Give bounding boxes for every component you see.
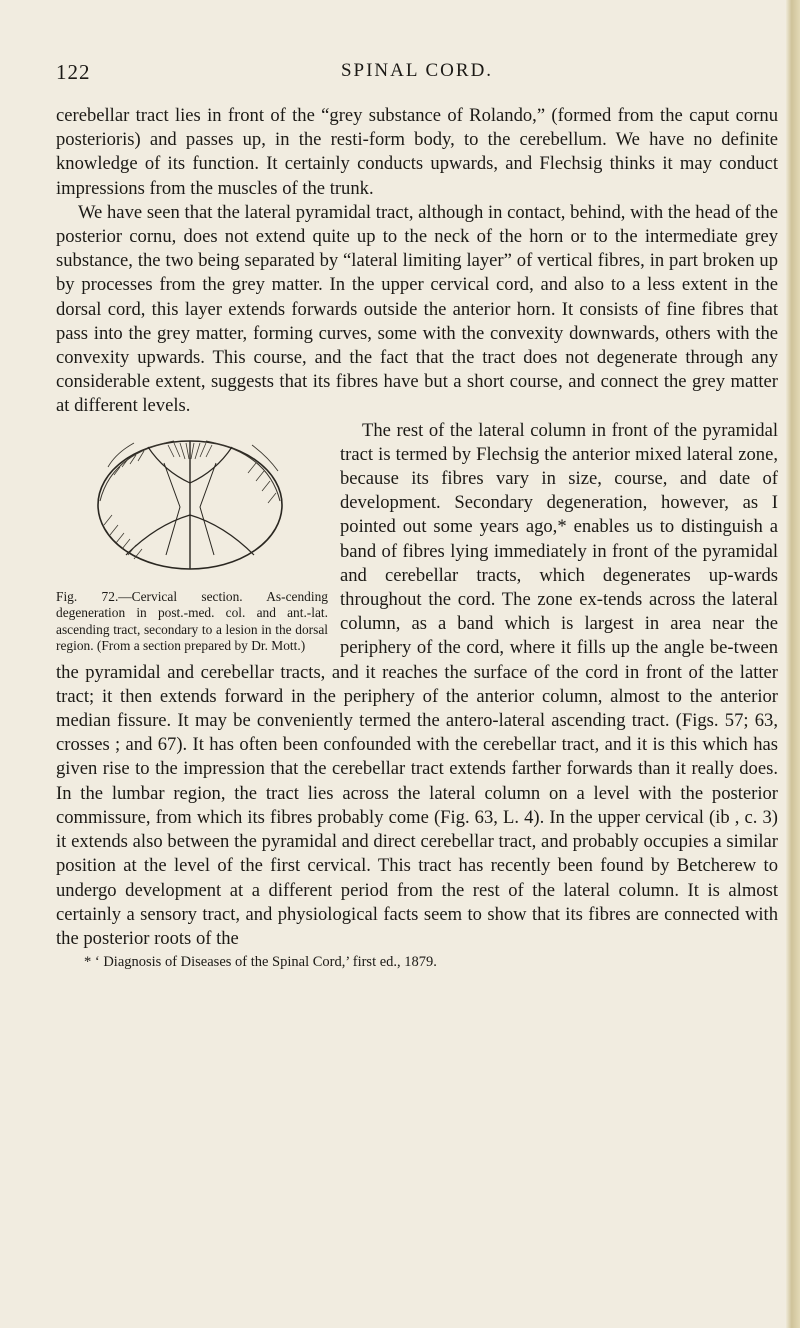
figure-caption: Fig. 72.—Cervical section. As-cending degeneration in post.-med. col. and ant.-lat. ascending tract, secondary to a lesion in the dorsal region. (From a section prepared by Dr. Mott.)	[56, 588, 328, 654]
paragraph-2: We have seen that the lateral pyramidal tract, although in contact, behind, with the head of the posterior cornu, does not extend quite up to the neck of the horn or to the intermediate grey substance, the two being separated by “lateral limiting layer” of vertical fibres, in part broken up by processes from the grey matter. In the upper cervical cord, and also to a less extent in the dorsal cord, this layer extends forwards outside the anterior horn. It consists of fine fibres that pass into the grey matter, forming curves, some with the convexity downwards, others with the convexity upwards. This course, and the fact that the tract does not degenerate through any considerable extent, suggests that its fibres have but a short course, and connect the grey matter at different levels.	[56, 201, 778, 417]
spinal-cord-section-illustration	[56, 423, 328, 587]
page-edge	[786, 0, 800, 1328]
paragraph-1: cerebellar tract lies in front of the “grey substance of Rolando,” (formed from the caput cornu posterioris) and passes up, in the resti-form body, to the cerebellum. We have no definite knowledge of its function. It certainly conducts upwards, and Flechsig thinks it may conduct impressions from the muscles of the trunk.	[56, 105, 778, 199]
figure-72	[56, 423, 328, 655]
paragraph-3: The rest of the lateral column in front of the pyramidal tract is termed by Flechsig the anterior mixed lateral zone, because its fibres vary in size, course, and date of development. Secondary degeneration, however, as I pointed out some years ago,* enables us to distinguish a band of fibres lying immediately in front of the pyramidal and cerebellar tracts, which degenerates up-wards throughout the cord. The zone ex-tends across the lateral column, as a band which is largest in area near the periphery of the cord, where it fills up the angle be-tween the pyramidal and cerebellar tracts, and it reaches the surface of the cord in front of the latter tract; it then extends forward in the periphery of the anterior column, almost to the anterior median fissure. It may be conveniently termed the antero-lateral ascending tract. (Figs. 57; 63, crosses ; and 67). It has often been confounded with the cerebellar tract, and it is this which has given rise to the impression that the cerebellar tract extends farther forwards than it really does. In the lumbar region, the tract lies across the lateral column on a level with the posterior commissure, from which its fibres probably come (Fig. 63, L. 4). In the upper cervical (ib , c. 3) it extends also between the pyramidal and direct cerebellar tract, and probably occupies a similar position at the level of the first cervical. This tract has recently been found by Betcherew to undergo development at a different period from the rest of the lateral column. It is almost certainly a sensory tract, and physiological facts seem to show that its fibres are connected with the posterior roots of the	[56, 419, 778, 949]
book-page	[56, 60, 778, 971]
page-number: 122	[56, 60, 91, 84]
running-title: SPINAL CORD.	[340, 60, 494, 81]
page-header	[56, 60, 778, 90]
footnote: * ‘ Diagnosis of Diseases of the Spinal Cord,’ first ed., 1879.	[84, 954, 437, 971]
